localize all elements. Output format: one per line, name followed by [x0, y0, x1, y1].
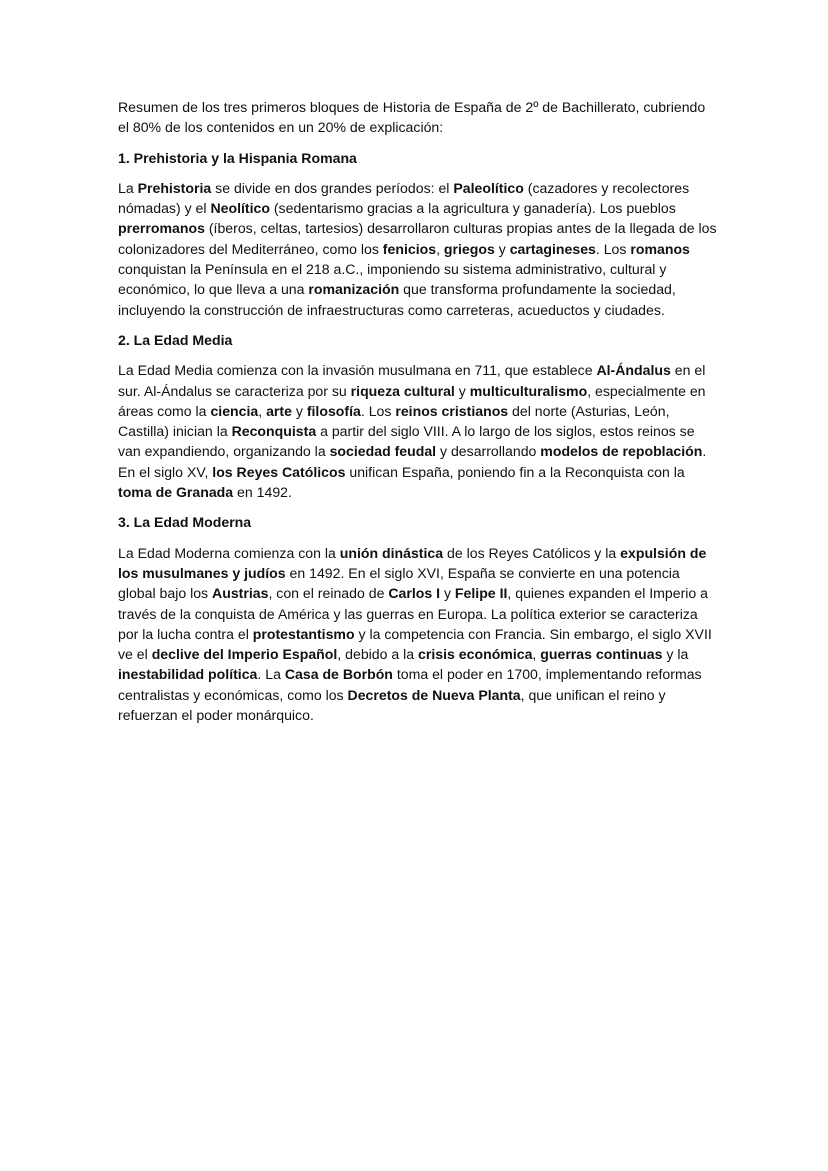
bold-term: expulsión de los musulmanes y judíos [118, 544, 707, 581]
bold-term: cartagineses [509, 240, 596, 257]
bold-term: Carlos I [388, 585, 441, 602]
bold-term: reinos cristianos [395, 402, 509, 419]
bold-term: romanización [308, 281, 400, 298]
section-body-edad-media [118, 360, 718, 502]
bold-term: sociedad feudal [329, 443, 437, 460]
bold-term: Decretos de Nueva Planta [347, 686, 521, 703]
text-run: , debido a la [337, 646, 419, 663]
text-run: de los Reyes Católicos y la [443, 544, 621, 561]
bold-term: Neolítico [210, 200, 270, 217]
text-run: . En el siglo XV, [118, 443, 707, 480]
bold-term: Casa de Borbón [284, 666, 393, 683]
text-run: , [436, 240, 444, 257]
text-run: (íberos, celtas, tartesios) desarrollaron culturas propias antes de la llegada de los colonizadores del Mediterráneo, como los [118, 220, 717, 257]
document-page [118, 97, 718, 735]
bold-term: inestabilidad política [118, 666, 258, 683]
intro-paragraph: Resumen de los tres primeros bloques de Historia de España de 2º de Bachillerato, cubriendo el 80% de los contenidos en un 20% de explicación: [118, 99, 706, 136]
bold-term: toma de Granada [118, 484, 234, 501]
text-run: La Edad Media comienza con la invasión musulmana en 711, que establece [118, 362, 597, 379]
text-run: y la [662, 646, 689, 663]
text-run: en 1492. [233, 484, 292, 501]
section-heading-edad-media: 2. La Edad Media [118, 331, 233, 348]
bold-term: multiculturalismo [469, 382, 588, 399]
text-run: y [440, 585, 455, 602]
text-run: y [494, 240, 510, 257]
bold-term: prerromanos [118, 220, 205, 237]
text-run: (sedentarismo gracias a la agricultura y ganadería). Los pueblos [269, 200, 676, 217]
text-run: y desarrollando [436, 443, 541, 460]
text-run: , quienes expanden el Imperio a través de la conquista de América y las guerras en Europa. La política exterior se caracteriza por la lucha contra el [118, 585, 708, 642]
text-run: que transforma profundamente la sociedad, incluyendo la construcción de infraestructuras como carreteras, acueductos y ciudades. [118, 281, 676, 318]
text-run: conquistan la Península en el 218 a.C., imponiendo su sistema administrativo, cultural y económico, lo que lleva a una [118, 261, 667, 298]
bold-term: Al-Ándalus [596, 362, 671, 379]
text-run: y la competencia con Francia. Sin embargo, el siglo XVII ve el [118, 625, 712, 663]
bold-term: guerras continuas [540, 646, 663, 663]
text-run: del norte (Asturias, León, Castilla) inician la [118, 402, 670, 440]
text-run: toma el poder en 1700, implementando reformas centralistas y económicas, como los [118, 666, 702, 703]
bold-term: filosofía [306, 402, 361, 419]
text-run: , [532, 646, 541, 663]
bold-term: Reconquista [231, 423, 317, 440]
section-heading-prehistoria: 1. Prehistoria y la Hispania Romana [118, 149, 357, 166]
text-run: , que unifican el reino y refuerzan el poder monárquico. [118, 686, 666, 724]
text-run: , [258, 402, 267, 419]
bold-term: Austrias [212, 585, 269, 602]
text-run: La Edad Moderna comienza con la [118, 544, 340, 561]
bold-term: fenicios [382, 240, 437, 257]
text-run: se divide en dos grandes períodos: el [211, 179, 454, 196]
bold-term: Paleolítico [453, 179, 524, 196]
text-run: . Los [360, 402, 396, 419]
bold-term: crisis económica [418, 646, 533, 663]
bold-term: los Reyes Católicos [212, 463, 346, 480]
bold-term: arte [266, 402, 292, 419]
text-run: La [118, 179, 138, 196]
text-run: a partir del siglo VIII. A lo largo de los siglos, estos reinos se van expandiendo, organizando la [118, 423, 695, 460]
bold-term: protestantismo [252, 625, 355, 642]
bold-term: romanos [630, 240, 690, 257]
bold-term: griegos [443, 240, 495, 257]
section-heading-edad-moderna: 3. La Edad Moderna [118, 514, 252, 531]
bold-term: declive del Imperio Español [151, 646, 338, 663]
bold-term: riqueza cultural [350, 382, 455, 399]
section-body-prehistoria [118, 178, 718, 320]
text-run: . Los [595, 240, 631, 257]
text-run: , especialmente en áreas como la [118, 382, 706, 419]
text-run: en 1492. En el siglo XVI, España se convierte en una potencia global bajo los [118, 564, 680, 602]
bold-term: Prehistoria [137, 179, 212, 196]
text-run: , con el reinado de [268, 585, 389, 602]
text-run: unifican España, poniendo fin a la Reconquista con la [345, 463, 685, 480]
bold-term: Felipe II [454, 585, 508, 602]
text-run: . La [257, 666, 285, 683]
text-run: y [291, 402, 307, 419]
text-run: (cazadores y recolectores nómadas) y el [118, 179, 690, 217]
text-run: y [454, 382, 470, 399]
bold-term: unión dinástica [339, 544, 444, 561]
bold-term: ciencia [210, 402, 259, 419]
bold-term: modelos de repoblación [540, 443, 703, 460]
section-body-edad-moderna [118, 543, 718, 726]
text-run: en el sur. Al-Ándalus se caracteriza por su [118, 362, 706, 399]
